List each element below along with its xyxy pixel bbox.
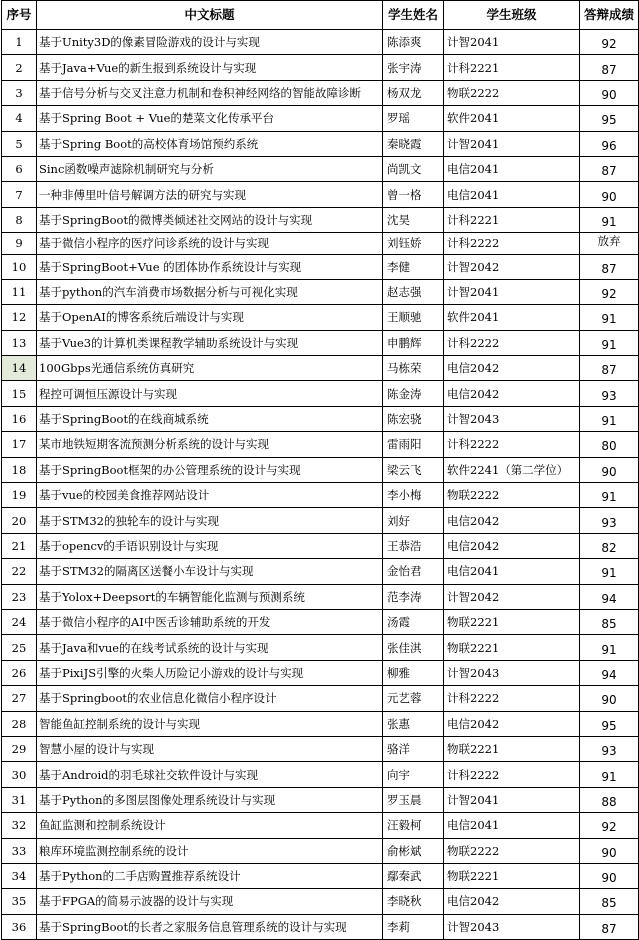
cell-name[interactable]: 柳雅 <box>383 660 444 685</box>
cell-score[interactable]: 90 <box>580 182 639 207</box>
cell-title[interactable]: 基于信号分析与交叉注意力机制和卷积神经网络的智能故障诊断 <box>37 80 383 105</box>
cell-score[interactable]: 87 <box>580 914 639 939</box>
table-row[interactable] <box>2 156 639 181</box>
cell-class[interactable]: 电信2042 <box>444 508 580 533</box>
cell-title[interactable]: 鱼缸监测和控制系统设计 <box>37 813 383 838</box>
cell-no[interactable]: 24 <box>2 609 37 634</box>
cell-no[interactable]: 1 <box>2 30 37 55</box>
table-row[interactable] <box>2 30 639 55</box>
cell-score[interactable]: 91 <box>580 559 639 584</box>
table-body <box>2 30 639 940</box>
cell-score[interactable]: 85 <box>580 889 639 914</box>
cell-name[interactable]: 李小梅 <box>383 483 444 508</box>
cell-name[interactable]: 李莉 <box>383 914 444 939</box>
cell-class[interactable]: 电信2042 <box>444 711 580 736</box>
cell-name[interactable]: 雷雨阳 <box>383 432 444 457</box>
cell-name[interactable]: 沈昊 <box>383 207 444 232</box>
table-row[interactable] <box>2 55 639 80</box>
cell-name[interactable]: 罗玉晨 <box>383 787 444 812</box>
cell-score[interactable]: 95 <box>580 106 639 131</box>
cell-title[interactable]: 某市地铁短期客流预测分析系统的设计与实现 <box>37 432 383 457</box>
cell-no[interactable]: 21 <box>2 533 37 558</box>
cell-class[interactable]: 电信2041 <box>444 813 580 838</box>
cell-class[interactable]: 计科2221 <box>444 207 580 232</box>
cell-score[interactable]: 91 <box>580 330 639 355</box>
cell-no[interactable]: 30 <box>2 762 37 787</box>
table-row[interactable] <box>2 207 639 232</box>
table-row[interactable] <box>2 381 639 406</box>
cell-no[interactable]: 31 <box>2 787 37 812</box>
cell-class[interactable]: 电信2041 <box>444 156 580 181</box>
cell-score[interactable]: 90 <box>580 863 639 888</box>
cell-title[interactable]: 智慧小屋的设计与实现 <box>37 736 383 761</box>
cell-name[interactable]: 向宇 <box>383 762 444 787</box>
cell-title[interactable]: 一种非傅里叶信号解调方法的研究与实现 <box>37 182 383 207</box>
table-row[interactable] <box>2 182 639 207</box>
cell-class[interactable]: 计智2041 <box>444 279 580 304</box>
cell-no[interactable]: 34 <box>2 863 37 888</box>
cell-class[interactable]: 物联2221 <box>444 609 580 634</box>
cell-name[interactable]: 刘好 <box>383 508 444 533</box>
cell-no[interactable]: 23 <box>2 584 37 609</box>
cell-title[interactable]: 基于Unity3D的像素冒险游戏的设计与实现 <box>37 30 383 55</box>
cell-name[interactable]: 汪毅柯 <box>383 813 444 838</box>
table-row[interactable] <box>2 889 639 914</box>
cell-name[interactable]: 曾一格 <box>383 182 444 207</box>
cell-no[interactable]: 27 <box>2 686 37 711</box>
table-row[interactable] <box>2 305 639 330</box>
cell-score[interactable]: 93 <box>580 381 639 406</box>
cell-name[interactable]: 刘钰娇 <box>383 233 444 254</box>
cell-title[interactable]: 基于SpringBoot的长者之家服务信息管理系统的设计与实现 <box>37 914 383 939</box>
cell-no[interactable]: 26 <box>2 660 37 685</box>
cell-class[interactable]: 物联2221 <box>444 863 580 888</box>
cell-class[interactable]: 计科2222 <box>444 762 580 787</box>
table-row[interactable] <box>2 813 639 838</box>
cell-title[interactable]: 100Gbps光通信系统仿真研究 <box>37 356 383 381</box>
cell-name[interactable]: 元艺蓉 <box>383 686 444 711</box>
cell-class[interactable]: 电信2041 <box>444 559 580 584</box>
cell-title[interactable]: 基于SpringBoot的微博类倾述社交网站的设计与实现 <box>37 207 383 232</box>
table-row[interactable] <box>2 279 639 304</box>
cell-title[interactable]: 基于opencv的手语识别设计与实现 <box>37 533 383 558</box>
cell-no[interactable]: 14 <box>2 356 37 381</box>
header-title: 中文标题 <box>37 1 383 30</box>
cell-score[interactable]: 92 <box>580 279 639 304</box>
table-row[interactable] <box>2 356 639 381</box>
table-row[interactable] <box>2 508 639 533</box>
cell-no[interactable]: 11 <box>2 279 37 304</box>
cell-no[interactable]: 12 <box>2 305 37 330</box>
cell-class[interactable]: 电信2042 <box>444 533 580 558</box>
cell-score[interactable]: 91 <box>580 635 639 660</box>
header-score: 答辩成绩 <box>580 1 639 30</box>
cell-score[interactable]: 95 <box>580 711 639 736</box>
table-row[interactable] <box>2 233 639 254</box>
cell-class[interactable]: 计科2222 <box>444 432 580 457</box>
cell-class[interactable]: 计科2221 <box>444 55 580 80</box>
cell-name[interactable]: 陈添爽 <box>383 30 444 55</box>
cell-score[interactable]: 93 <box>580 736 639 761</box>
cell-class[interactable]: 计智2041 <box>444 787 580 812</box>
table-row[interactable] <box>2 406 639 431</box>
cell-score[interactable]: 87 <box>580 156 639 181</box>
cell-no[interactable]: 35 <box>2 889 37 914</box>
cell-class[interactable]: 计科2222 <box>444 686 580 711</box>
cell-title[interactable]: 基于STM32的独轮车的设计与实现 <box>37 508 383 533</box>
cell-class[interactable]: 计智2041 <box>444 131 580 156</box>
cell-name[interactable]: 杨双龙 <box>383 80 444 105</box>
cell-name[interactable]: 张佳淇 <box>383 635 444 660</box>
cell-no[interactable]: 4 <box>2 106 37 131</box>
cell-title[interactable]: 基于微信小程序的AI中医舌诊辅助系统的开发 <box>37 609 383 634</box>
cell-title[interactable]: 基于Spring Boot + Vue的楚菜文化传承平台 <box>37 106 383 131</box>
cell-name[interactable]: 张惠 <box>383 711 444 736</box>
cell-no[interactable]: 7 <box>2 182 37 207</box>
cell-score[interactable]: 96 <box>580 131 639 156</box>
cell-no[interactable]: 20 <box>2 508 37 533</box>
cell-title[interactable]: 基于微信小程序的医疗问诊系统的设计与实现 <box>37 233 383 254</box>
cell-title[interactable]: 基于FPGA的简易示波器的设计与实现 <box>37 889 383 914</box>
table-row[interactable] <box>2 254 639 279</box>
table-row[interactable] <box>2 533 639 558</box>
cell-title[interactable]: 基于Spring Boot的高校体育场馆预约系统 <box>37 131 383 156</box>
defense-score-table <box>1 0 639 940</box>
cell-score[interactable]: 90 <box>580 686 639 711</box>
table-row[interactable] <box>2 584 639 609</box>
cell-score[interactable]: 90 <box>580 838 639 863</box>
cell-no[interactable]: 22 <box>2 559 37 584</box>
cell-title[interactable]: 基于Java和vue的在线考试系统的设计与实现 <box>37 635 383 660</box>
cell-no[interactable]: 17 <box>2 432 37 457</box>
cell-no[interactable]: 28 <box>2 711 37 736</box>
cell-title[interactable]: Sinc函数噪声滤除机制研究与分析 <box>37 156 383 181</box>
cell-no[interactable]: 13 <box>2 330 37 355</box>
cell-score[interactable]: 87 <box>580 356 639 381</box>
cell-score[interactable]: 87 <box>580 55 639 80</box>
cell-no[interactable]: 8 <box>2 207 37 232</box>
cell-no[interactable]: 18 <box>2 457 37 482</box>
cell-score[interactable]: 93 <box>580 508 639 533</box>
cell-score[interactable]: 80 <box>580 432 639 457</box>
table-row[interactable] <box>2 711 639 736</box>
cell-class[interactable]: 软件2241（第二学位） <box>444 457 580 482</box>
cell-class[interactable]: 计智2042 <box>444 584 580 609</box>
cell-class[interactable]: 电信2042 <box>444 381 580 406</box>
cell-score[interactable]: 放弃 <box>580 233 639 254</box>
cell-score[interactable]: 92 <box>580 30 639 55</box>
cell-title[interactable]: 粮库环境监测控制系统的设计 <box>37 838 383 863</box>
cell-name[interactable]: 汤霞 <box>383 609 444 634</box>
cell-name[interactable]: 梁云飞 <box>383 457 444 482</box>
cell-title[interactable]: 基于Python的二手店购置推荐系统设计 <box>37 863 383 888</box>
cell-score[interactable]: 94 <box>580 660 639 685</box>
cell-no[interactable]: 16 <box>2 406 37 431</box>
cell-title[interactable]: 基于SpringBoot+Vue 的团体协作系统设计与实现 <box>37 254 383 279</box>
cell-class[interactable]: 电信2041 <box>444 182 580 207</box>
cell-title[interactable]: 基于Android的羽毛球社交软件设计与实现 <box>37 762 383 787</box>
table-row[interactable] <box>2 432 639 457</box>
cell-name[interactable]: 范李涛 <box>383 584 444 609</box>
cell-score[interactable]: 92 <box>580 813 639 838</box>
cell-no[interactable]: 5 <box>2 131 37 156</box>
table-row[interactable] <box>2 838 639 863</box>
cell-no[interactable]: 2 <box>2 55 37 80</box>
cell-title[interactable]: 基于PixiJS引擎的火柴人历险记小游戏的设计与实现 <box>37 660 383 685</box>
cell-title[interactable]: 基于SpringBoot的在线商城系统 <box>37 406 383 431</box>
cell-no[interactable]: 9 <box>2 233 37 254</box>
cell-class[interactable]: 计智2043 <box>444 406 580 431</box>
cell-class[interactable]: 电信2042 <box>444 889 580 914</box>
cell-score[interactable]: 91 <box>580 305 639 330</box>
cell-title[interactable]: 基于Java+Vue的新生报到系统设计与实现 <box>37 55 383 80</box>
cell-name[interactable]: 张宇涛 <box>383 55 444 80</box>
cell-class[interactable]: 计智2042 <box>444 254 580 279</box>
table-row[interactable] <box>2 330 639 355</box>
cell-name[interactable]: 陈金涛 <box>383 381 444 406</box>
cell-title[interactable]: 基于Vue3的计算机类课程教学辅助系统设计与实现 <box>37 330 383 355</box>
cell-class[interactable]: 物联2221 <box>444 635 580 660</box>
table-row[interactable] <box>2 762 639 787</box>
cell-class[interactable]: 物联2222 <box>444 80 580 105</box>
cell-score[interactable]: 90 <box>580 80 639 105</box>
cell-score[interactable]: 91 <box>580 406 639 431</box>
cell-title[interactable]: 基于Yolox+Deepsort的车辆智能化监测与预测系统 <box>37 584 383 609</box>
cell-no[interactable]: 3 <box>2 80 37 105</box>
cell-name[interactable]: 赵志强 <box>383 279 444 304</box>
cell-class[interactable]: 计智2043 <box>444 660 580 685</box>
table-row[interactable] <box>2 609 639 634</box>
table-row[interactable] <box>2 106 639 131</box>
cell-class[interactable]: 物联2222 <box>444 483 580 508</box>
cell-score[interactable]: 91 <box>580 483 639 508</box>
cell-name[interactable]: 李晓秋 <box>383 889 444 914</box>
cell-title[interactable]: 基于vue的校园美食推荐网站设计 <box>37 483 383 508</box>
table-row[interactable] <box>2 131 639 156</box>
cell-class[interactable]: 物联2221 <box>444 736 580 761</box>
header-no: 序号 <box>2 1 37 30</box>
cell-name[interactable]: 秦晓霞 <box>383 131 444 156</box>
table-row[interactable] <box>2 686 639 711</box>
cell-name[interactable]: 俞彬斌 <box>383 838 444 863</box>
cell-class[interactable]: 软件2041 <box>444 106 580 131</box>
cell-class[interactable]: 计智2041 <box>444 30 580 55</box>
table-row[interactable] <box>2 635 639 660</box>
cell-name[interactable]: 陈宏骁 <box>383 406 444 431</box>
cell-class[interactable]: 物联2222 <box>444 838 580 863</box>
cell-no[interactable]: 36 <box>2 914 37 939</box>
cell-name[interactable]: 申鹏辉 <box>383 330 444 355</box>
cell-score[interactable]: 91 <box>580 207 639 232</box>
cell-name[interactable]: 罗瑶 <box>383 106 444 131</box>
cell-name[interactable]: 金怡君 <box>383 559 444 584</box>
cell-class[interactable]: 电信2042 <box>444 356 580 381</box>
cell-name[interactable]: 马栋荣 <box>383 356 444 381</box>
cell-no[interactable]: 15 <box>2 381 37 406</box>
cell-title[interactable]: 基于Springboot的农业信息化微信小程序设计 <box>37 686 383 711</box>
cell-score[interactable]: 82 <box>580 533 639 558</box>
cell-no[interactable]: 25 <box>2 635 37 660</box>
cell-title[interactable]: 基于SpringBoot框架的办公管理系统的设计与实现 <box>37 457 383 482</box>
cell-class[interactable]: 计智2043 <box>444 914 580 939</box>
table-row[interactable] <box>2 863 639 888</box>
cell-score[interactable]: 85 <box>580 609 639 634</box>
table-row[interactable] <box>2 787 639 812</box>
cell-score[interactable]: 94 <box>580 584 639 609</box>
header-class: 学生班级 <box>444 1 580 30</box>
cell-score[interactable]: 87 <box>580 254 639 279</box>
cell-name[interactable]: 李健 <box>383 254 444 279</box>
table-row[interactable] <box>2 483 639 508</box>
cell-title[interactable]: 基于python的汽车消费市场数据分析与可视化实现 <box>37 279 383 304</box>
cell-name[interactable]: 骆洋 <box>383 736 444 761</box>
cell-title[interactable]: 程控可调恒压源设计与实现 <box>37 381 383 406</box>
cell-name[interactable]: 王恭浩 <box>383 533 444 558</box>
cell-no[interactable]: 6 <box>2 156 37 181</box>
table-row[interactable] <box>2 914 639 939</box>
cell-title[interactable]: 基于STM32的隔离区送餐小车设计与实现 <box>37 559 383 584</box>
cell-class[interactable]: 计科2222 <box>444 330 580 355</box>
cell-title[interactable]: 智能鱼缸控制系统的设计与实现 <box>37 711 383 736</box>
cell-score[interactable]: 88 <box>580 787 639 812</box>
table-row[interactable] <box>2 457 639 482</box>
cell-no[interactable]: 33 <box>2 838 37 863</box>
table-row[interactable] <box>2 736 639 761</box>
table-row[interactable] <box>2 660 639 685</box>
table-row[interactable] <box>2 559 639 584</box>
cell-no[interactable]: 10 <box>2 254 37 279</box>
cell-title[interactable]: 基于Python的多图层图像处理系统设计与实现 <box>37 787 383 812</box>
header-name: 学生姓名 <box>383 1 444 30</box>
cell-name[interactable]: 鄢秦武 <box>383 863 444 888</box>
cell-score[interactable]: 90 <box>580 457 639 482</box>
cell-title[interactable]: 基于OpenAI的博客系统后端设计与实现 <box>37 305 383 330</box>
table-row[interactable] <box>2 80 639 105</box>
cell-score[interactable]: 91 <box>580 762 639 787</box>
cell-name[interactable]: 王顺驰 <box>383 305 444 330</box>
header-row <box>2 1 639 30</box>
cell-class[interactable]: 软件2041 <box>444 305 580 330</box>
cell-no[interactable]: 29 <box>2 736 37 761</box>
cell-no[interactable]: 19 <box>2 483 37 508</box>
cell-name[interactable]: 尚凯文 <box>383 156 444 181</box>
cell-class[interactable]: 计科2222 <box>444 233 580 254</box>
cell-no[interactable]: 32 <box>2 813 37 838</box>
